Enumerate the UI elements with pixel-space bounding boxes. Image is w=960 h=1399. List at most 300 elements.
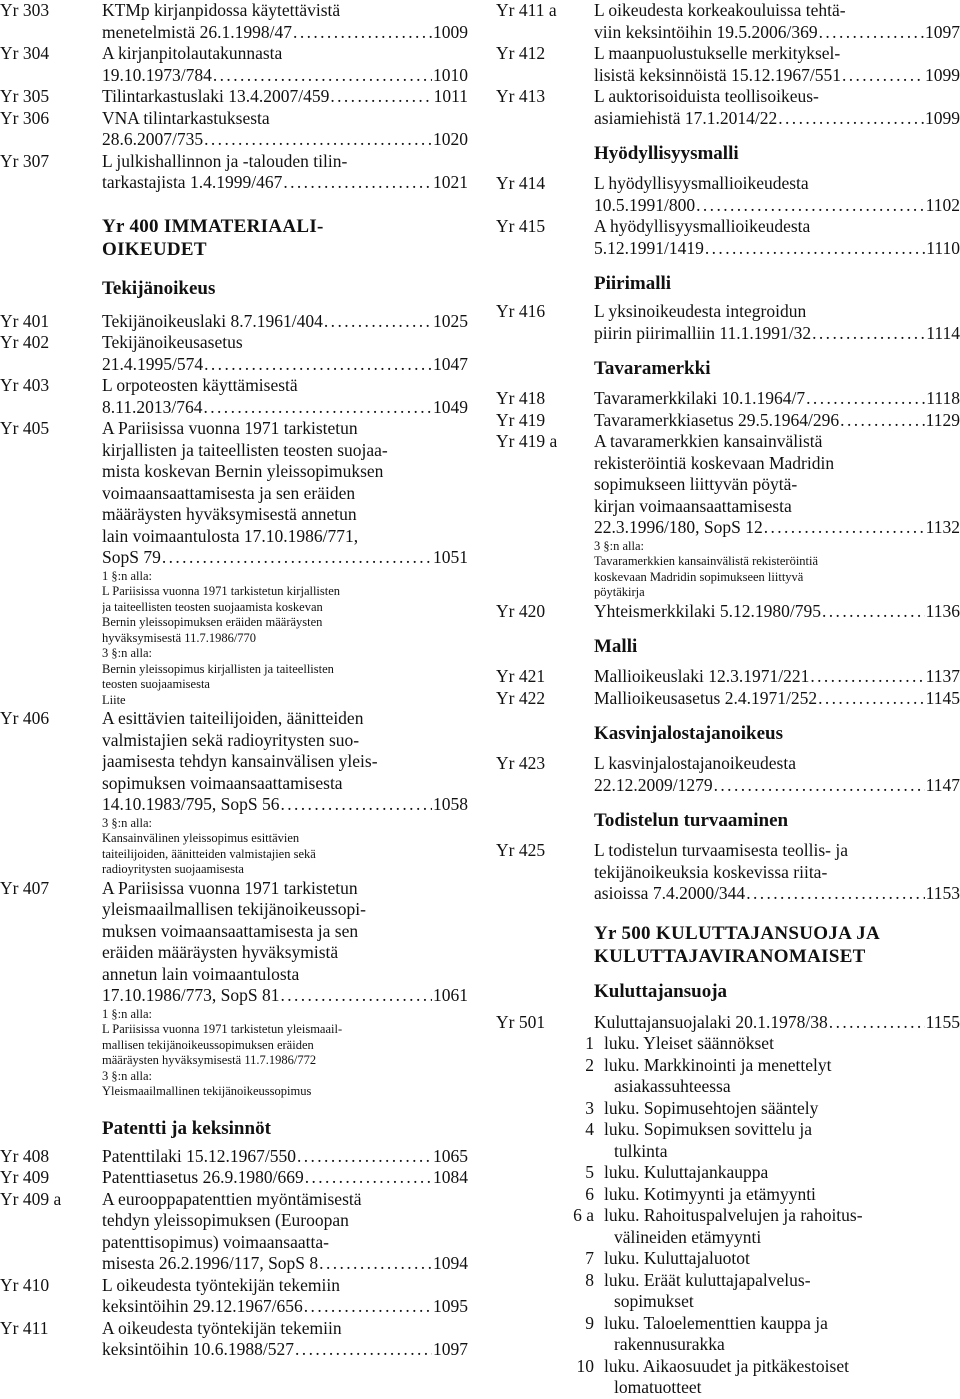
chapter-title-line: luku. Kotimyynti ja etämyynti [604, 1183, 816, 1204]
chapter-item [496, 1356, 960, 1399]
chapter-title-line: rakennusurakka [614, 1334, 725, 1354]
entry-title [594, 216, 960, 259]
heading-line: Yr 400 IMMATERIAALI- [102, 215, 324, 237]
entry-code: Yr 409 a [0, 1188, 62, 1209]
page-number: 1099 [925, 64, 960, 85]
note-line: ja taiteellisten teosten suojaamista koskevan [102, 599, 323, 614]
entry-title [102, 151, 468, 194]
title-last-line [594, 388, 960, 410]
dot-leader [280, 985, 432, 1007]
title-last-line [102, 86, 468, 108]
title-line: L todistelun turvaamisesta teollis- ja [594, 840, 849, 860]
heading-line: Yr 500 KULUTTAJANSUOJA JA [594, 922, 881, 944]
title-text: menetelmistä 26.1.1998/47 [102, 21, 293, 42]
chapter-item [496, 1205, 960, 1248]
dot-leader [319, 1253, 432, 1275]
entry-title [102, 311, 468, 333]
dot-leader [293, 22, 432, 44]
dot-leader [705, 238, 925, 260]
title-line: L maanpuolustukselle merkityksel- [594, 43, 841, 63]
chapter-title-line: luku. Kuluttajaluotot [604, 1248, 750, 1268]
entry-code: Yr 410 [0, 1274, 50, 1295]
entry-title [102, 0, 468, 43]
chapter-title [604, 1184, 960, 1206]
page-number: 1145 [925, 687, 960, 708]
chapter-number: 10 [576, 1355, 594, 1376]
page-number: 1137 [925, 666, 960, 686]
chapter-title-line: luku. Sopimuksen sovittelu ja [604, 1119, 813, 1139]
chapter-title [604, 1098, 960, 1120]
title-last-line [594, 238, 960, 260]
title-line: Tekijänoikeusasetus [102, 332, 243, 352]
entry-code: Yr 406 [0, 708, 50, 728]
title-line: A esittävien taiteilijoiden, äänitteiden [102, 708, 364, 728]
title-text: asiamiehistä 17.1.2014/22 [594, 107, 778, 128]
title-line: rekisteröintiä koskevaan Madridin [594, 452, 835, 473]
entry-title [102, 1146, 468, 1168]
title-text: 5.12.1991/1419 [594, 237, 704, 258]
dot-leader [714, 775, 925, 797]
entry-title [102, 332, 468, 375]
title-last-line [102, 65, 468, 87]
title-text: 22.3.1996/180, SopS 12 [594, 517, 763, 537]
toc-entry [0, 1318, 468, 1361]
title-text: Yhteismerkkilaki 5.12.1980/795 [594, 600, 821, 621]
entry-code: Yr 303 [0, 0, 50, 20]
chapter-item [496, 1248, 960, 1270]
page-number: 1147 [925, 774, 960, 795]
title-last-line [102, 354, 468, 376]
page-number: 1095 [433, 1296, 468, 1316]
title-last-line [594, 22, 960, 44]
title-line: yleismaailmallisen tekijänoikeussopi- [102, 899, 366, 919]
title-line: VNA tilintarkastuksesta [102, 107, 270, 128]
chapter-title [604, 1248, 960, 1270]
title-last-line [102, 397, 468, 419]
entry-title [102, 1189, 468, 1275]
title-line: sopimukseen liittyvän pöytä- [594, 474, 798, 494]
entry-code: Yr 419 a [496, 431, 558, 451]
title-text: keksintöihin 10.6.1988/527 [102, 1339, 295, 1359]
entry-code: Yr 307 [0, 150, 50, 171]
chapter-title-line: lomatuotteet [614, 1377, 702, 1397]
title-line: määräysten hyväksymisestä annetun [102, 504, 357, 524]
entry-code: Yr 414 [496, 173, 546, 193]
title-text: 8.11.2013/764 [102, 396, 203, 417]
dot-leader [162, 547, 432, 569]
entry-note [102, 569, 468, 709]
toc-entry [0, 878, 468, 1100]
page-number: 1084 [433, 1167, 468, 1187]
dot-leader [812, 323, 925, 345]
main-section-heading [496, 922, 960, 968]
chapter-number: 7 [585, 1248, 594, 1268]
title-line: L oikeudesta työntekijän tekemiin [102, 1274, 340, 1295]
chapter-item [496, 1033, 960, 1055]
chapter-title-line: luku. Kuluttajankauppa [604, 1162, 769, 1182]
chapter-number: 3 [585, 1097, 594, 1118]
title-line: A Pariisissa vuonna 1971 tarkistetun [102, 418, 358, 438]
toc-entry [496, 0, 960, 43]
page-number: 1114 [926, 322, 960, 343]
page-number: 1097 [433, 1339, 468, 1359]
toc-entry [496, 1012, 960, 1034]
title-text: 21.4.1995/574 [102, 353, 204, 374]
title-line: jaamisesta tehdyn kansainvälisen yleis- [102, 751, 378, 771]
title-line: muksen voimaansaattamisesta ja sen [102, 920, 359, 941]
entry-title [102, 86, 468, 108]
entry-title [594, 601, 960, 623]
title-text: 28.6.2007/735 [102, 129, 204, 149]
dot-leader [295, 1339, 432, 1361]
heading-line: OIKEUDET [102, 238, 207, 260]
chapter-number: 1 [585, 1033, 594, 1053]
title-last-line [594, 1012, 960, 1034]
dot-leader [696, 195, 925, 217]
page-number: 1099 [925, 107, 960, 128]
title-text: 19.10.1973/784 [102, 64, 212, 85]
left-column [0, 0, 468, 1361]
dot-leader [810, 666, 924, 688]
entry-title [594, 86, 960, 129]
dot-leader [283, 172, 432, 194]
entry-code: Yr 420 [496, 600, 546, 621]
note-line: Bernin yleissopimus kirjallisten ja taiteellisten [102, 661, 334, 676]
entry-title [594, 431, 960, 601]
entry-code: Yr 421 [496, 666, 546, 686]
entry-title [102, 43, 468, 86]
page-number: 1097 [925, 21, 960, 42]
title-last-line [102, 1167, 468, 1189]
title-last-line [594, 108, 960, 130]
chapter-number: 2 [585, 1054, 594, 1075]
chapter-item [496, 1119, 960, 1162]
entry-title [102, 1167, 468, 1189]
page-number: 1136 [925, 600, 960, 621]
heading-line: KULUTTAJAVIRANOMAISET [594, 945, 866, 967]
title-text: Tekijänoikeuslaki 8.7.1961/404 [102, 310, 323, 331]
entry-code: Yr 405 [0, 418, 50, 438]
sub-section-heading: Hyödyllisyysmalli [594, 143, 739, 164]
main-section-heading [0, 215, 468, 261]
entry-code: Yr 306 [0, 107, 50, 128]
title-line: L kasvinjalostajanoikeudesta [594, 753, 797, 773]
title-last-line [102, 1339, 468, 1361]
sub-section-heading: Malli [594, 636, 638, 657]
page-number: 1129 [925, 409, 960, 430]
note-line: hyväksymisestä 11.7.1986/770 [102, 630, 257, 645]
toc-entry [496, 86, 960, 129]
toc-entry [0, 43, 468, 86]
note-line: teosten suojaamisesta [102, 677, 210, 691]
toc-entry [0, 1189, 468, 1275]
title-text: Tilintarkastuslaki 13.4.2007/459 [102, 86, 330, 106]
page-number: 1061 [433, 985, 468, 1005]
title-text: 22.12.2009/1279 [594, 774, 713, 795]
note-line: määräysten hyväksymisestä 11.7.1986/772 [102, 1053, 317, 1067]
toc-entry [0, 1275, 468, 1318]
page-number: 1065 [433, 1145, 468, 1166]
dot-leader [842, 65, 924, 87]
chapter-item [496, 1098, 960, 1120]
note-line: 3 §:n alla: [102, 815, 152, 830]
entry-title [594, 840, 960, 905]
chapter-title-line: luku. Markkinointi ja menettelyt [604, 1054, 832, 1075]
title-text: Patenttilaki 15.12.1967/550 [102, 1145, 296, 1166]
title-line: L oikeudesta korkeakouluissa tehtä- [594, 0, 846, 20]
title-last-line [102, 794, 468, 816]
page-number: 1021 [433, 172, 468, 192]
dot-leader [806, 388, 925, 410]
title-text: Mallioikeusasetus 2.4.1971/252 [594, 687, 818, 708]
title-text: asioissa 7.4.2000/344 [594, 883, 746, 903]
title-line: lain voimaantulosta 17.10.1986/771, [102, 525, 359, 546]
entry-title [102, 418, 468, 708]
entry-code: Yr 416 [496, 301, 546, 321]
chapter-title [604, 1119, 960, 1162]
dot-leader [297, 1146, 432, 1168]
entry-code: Yr 422 [496, 687, 546, 708]
title-text: Tavaramerkkiasetus 29.5.1964/296 [594, 409, 840, 430]
entry-title [594, 301, 960, 344]
entry-code: Yr 415 [496, 216, 546, 236]
entry-title [102, 375, 468, 418]
chapter-title-line: luku. Aikaosuudet ja pitkäkestoiset [604, 1355, 849, 1376]
dot-leader [764, 517, 925, 539]
toc-entry [0, 1167, 468, 1189]
title-text: 17.10.1986/773, SopS 81 [102, 985, 280, 1005]
entry-code: Yr 408 [0, 1145, 50, 1166]
chapter-title [604, 1055, 960, 1098]
title-last-line [594, 688, 960, 710]
entry-code: Yr 418 [496, 388, 546, 408]
title-last-line [102, 1296, 468, 1318]
title-last-line [102, 1146, 468, 1168]
chapter-title-line: asiakassuhteessa [614, 1076, 731, 1096]
dot-leader [204, 354, 432, 376]
note-line: 3 §:n alla: [102, 1068, 152, 1083]
toc-entry [496, 688, 960, 710]
page-number: 1153 [925, 883, 960, 903]
entry-code: Yr 407 [0, 877, 50, 898]
sub-section-heading: Kuluttajansuoja [594, 980, 728, 1002]
title-last-line [594, 883, 960, 905]
title-last-line [594, 517, 960, 539]
dot-leader [203, 397, 432, 419]
dot-leader [819, 22, 924, 44]
chapter-number: 6 [585, 1183, 594, 1204]
title-text: Mallioikeuslaki 12.3.1971/221 [594, 666, 810, 686]
entry-title [102, 878, 468, 1100]
title-line: A Pariisissa vuonna 1971 tarkistetun [102, 877, 358, 898]
entry-code: Yr 411 [0, 1317, 49, 1338]
title-line: sopimuksen voimaansaattamisesta [102, 772, 343, 793]
entry-title [594, 0, 960, 43]
chapter-title-line: välineiden etämyynti [614, 1226, 762, 1247]
title-last-line [102, 22, 468, 44]
chapter-title [604, 1033, 960, 1055]
chapter-number: 6 a [573, 1205, 594, 1225]
toc-entry [0, 311, 468, 333]
chapter-title [604, 1205, 960, 1248]
page-number: 1155 [925, 1011, 960, 1032]
entry-code: Yr 402 [0, 332, 50, 352]
title-line: A oikeudesta työntekijän tekemiin [102, 1317, 342, 1338]
chapter-number: 9 [585, 1312, 594, 1333]
title-line: valmistajien sekä radioyritysten suo- [102, 729, 360, 750]
dot-leader [330, 86, 432, 108]
entry-code: Yr 413 [496, 86, 546, 106]
note-line: koskevaan Madridin sopimukseen liittyvä [594, 569, 804, 584]
note-line: Liite [102, 692, 126, 707]
page-number: 1049 [433, 396, 468, 417]
entry-title [594, 173, 960, 216]
page-number: 1132 [925, 517, 960, 537]
toc-entry [496, 216, 960, 259]
page-number: 1010 [433, 64, 468, 85]
title-text: Tavaramerkkilaki 10.1.1964/7 [594, 388, 806, 408]
toc-entry [0, 108, 468, 151]
entry-note [102, 1007, 468, 1100]
toc-entry [0, 375, 468, 418]
note-line: radioyritysten suojaamisesta [102, 862, 244, 876]
chapter-item [496, 1184, 960, 1206]
note-line: L Pariisissa vuonna 1971 tarkistetun kirjallisten [102, 584, 341, 598]
entry-code: Yr 409 [0, 1167, 50, 1187]
toc-entry [0, 332, 468, 375]
title-line: tehdyn yleissopimuksen (Euroopan [102, 1210, 349, 1230]
entry-note [102, 816, 468, 878]
note-line: 1 §:n alla: [102, 1006, 152, 1021]
title-last-line [102, 1253, 468, 1275]
page-number: 1094 [433, 1253, 468, 1273]
toc-entry [0, 418, 468, 708]
title-line: A eurooppapatenttien myöntämisestä [102, 1188, 362, 1209]
title-line: kirjallisten ja taiteellisten teosten suojaa- [102, 439, 388, 460]
chapter-list [496, 1033, 960, 1399]
chapter-title-line: sopimukset [614, 1291, 694, 1311]
sub-section-heading: Tavaramerkki [594, 358, 711, 379]
entry-code: Yr 401 [0, 310, 50, 331]
toc-entry [0, 151, 468, 194]
entry-title [594, 43, 960, 86]
note-line: L Pariisissa vuonna 1971 tarkistetun yleismaail- [102, 1022, 343, 1036]
page-number: 1025 [433, 310, 468, 331]
title-last-line [594, 601, 960, 623]
chapter-title [604, 1162, 960, 1184]
note-line: taiteilijoiden, äänitteiden valmistajien sekä [102, 846, 316, 861]
note-line: 1 §:n alla: [102, 568, 152, 583]
title-line: tekijänoikeuksia koskevissa riita- [594, 861, 828, 882]
title-line: eräiden määräysten hyväksymistä [102, 942, 339, 962]
page-number: 1020 [433, 129, 468, 149]
entry-code: Yr 411 a [496, 0, 557, 20]
chapter-number: 4 [585, 1119, 594, 1139]
entry-code: Yr 501 [496, 1011, 546, 1032]
title-last-line [102, 311, 468, 333]
title-text: Kuluttajansuojalaki 20.1.1978/38 [594, 1011, 828, 1032]
page-number: 1051 [433, 547, 468, 567]
title-last-line [594, 410, 960, 432]
entry-code: Yr 425 [496, 840, 546, 860]
toc-entry [0, 708, 468, 878]
sub-section-heading: Patentti ja keksinnöt [102, 1117, 271, 1139]
entry-title [594, 388, 960, 410]
toc-entry [496, 840, 960, 905]
dot-leader [746, 883, 924, 905]
toc-entry [496, 43, 960, 86]
page-number: 1118 [926, 388, 960, 408]
dot-leader [778, 108, 924, 130]
chapter-number: 8 [585, 1269, 594, 1290]
chapter-number: 5 [585, 1162, 594, 1182]
title-last-line [102, 129, 468, 151]
title-text: Patenttiasetus 26.9.1980/669 [102, 1167, 304, 1187]
page-number: 1102 [925, 194, 960, 215]
title-text: viin keksintöihin 19.5.2006/369 [594, 21, 818, 42]
entry-code: Yr 304 [0, 43, 50, 63]
title-text: SopS 79 [102, 547, 161, 567]
dot-leader [304, 1296, 432, 1318]
title-line: mista koskevan Bernin yleissopimuksen [102, 461, 384, 481]
title-line: A hyödyllisyysmallioikeudesta [594, 216, 811, 236]
toc-entry [496, 410, 960, 432]
chapter-title-line: tulkinta [614, 1140, 668, 1161]
title-line: L yksinoikeudesta integroidun [594, 301, 807, 321]
dot-leader [305, 1167, 432, 1189]
entry-code: Yr 423 [496, 753, 546, 773]
title-last-line [102, 547, 468, 569]
toc-entry [496, 173, 960, 216]
chapter-item [496, 1055, 960, 1098]
entry-title [594, 1012, 960, 1034]
title-line: L auktorisoiduista teollisoikeus- [594, 86, 819, 106]
dot-leader [213, 65, 432, 87]
note-line: Tavaramerkkien kansainvälistä rekisteröintiä [594, 554, 819, 568]
title-line: L orpoteosten käyttämisestä [102, 375, 298, 395]
entry-code: Yr 419 [496, 409, 546, 430]
title-line: patenttisopimus) voimaansaatta- [102, 1231, 329, 1252]
entry-code: Yr 412 [496, 43, 546, 63]
toc-entry [496, 388, 960, 410]
title-text: 14.10.1983/795, SopS 56 [102, 794, 280, 814]
note-line: Yleismaailmallinen tekijänoikeussopimus [102, 1084, 312, 1098]
toc-entry [496, 601, 960, 623]
note-line: 3 §:n alla: [594, 538, 644, 553]
note-line: Bernin yleissopimuksen eräiden määräysten [102, 615, 323, 629]
chapter-title [604, 1270, 960, 1313]
entry-code: Yr 305 [0, 86, 50, 106]
page-number: 1011 [433, 86, 468, 106]
note-line: pöytäkirja [594, 585, 645, 599]
dot-leader [818, 688, 925, 710]
chapter-title-line: luku. Sopimusehtojen sääntely [604, 1097, 819, 1118]
chapter-item [496, 1270, 960, 1313]
toc-entry [496, 753, 960, 796]
entry-code: Yr 403 [0, 375, 50, 395]
entry-title [102, 1318, 468, 1361]
title-text: keksintöihin 29.12.1967/656 [102, 1296, 303, 1316]
dot-leader [324, 311, 432, 333]
chapter-item [496, 1313, 960, 1356]
dot-leader [280, 794, 432, 816]
note-line: Kansainvälinen yleissopimus esittävien [102, 831, 300, 845]
dot-leader [840, 410, 924, 432]
entry-title [102, 708, 468, 878]
sub-section-heading: Tekijänoikeus [102, 277, 216, 299]
title-line: KTMp kirjanpidossa käytettävistä [102, 0, 341, 20]
title-text: misesta 26.2.1996/117, SopS 8 [102, 1253, 319, 1273]
